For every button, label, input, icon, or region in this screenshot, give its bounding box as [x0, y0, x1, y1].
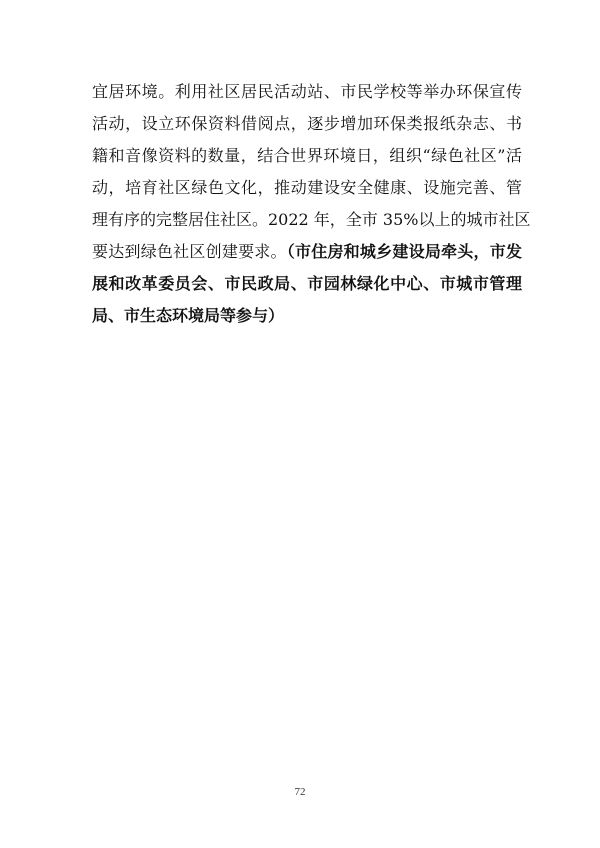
- participating-departments-line: 局、市生态环境局等参与）: [92, 306, 285, 325]
- lead-department-note: （市住房和城乡建设局牵头，市发: [286, 242, 522, 261]
- paragraph-line: 籍和音像资料的数量，结合世界环境日，组织“绿色社区”活: [92, 146, 522, 165]
- paragraph-text-normal: 要达到绿色社区创建要求。: [92, 242, 287, 261]
- paragraph-line-mixed: [92, 236, 522, 268]
- paragraph-line: 理有序的完整居住社区。2022 年，全市 35%以上的城市社区: [92, 210, 531, 229]
- participating-departments-line: 展和改革委员会、市民政局、市园林绿化中心、市城市管理: [92, 274, 522, 293]
- paragraph-line: 活动，设立环保资料借阅点，逐步增加环保类报纸杂志、书: [92, 114, 522, 133]
- paragraph-line: 动，培育社区绿色文化，推动建设安全健康、设施完善、管: [92, 178, 522, 197]
- body-paragraph: [92, 76, 531, 332]
- page-number: 72: [294, 786, 306, 798]
- paragraph-line: 宜居环境。利用社区居民活动站、市民学校等举办环保宣传: [92, 82, 522, 101]
